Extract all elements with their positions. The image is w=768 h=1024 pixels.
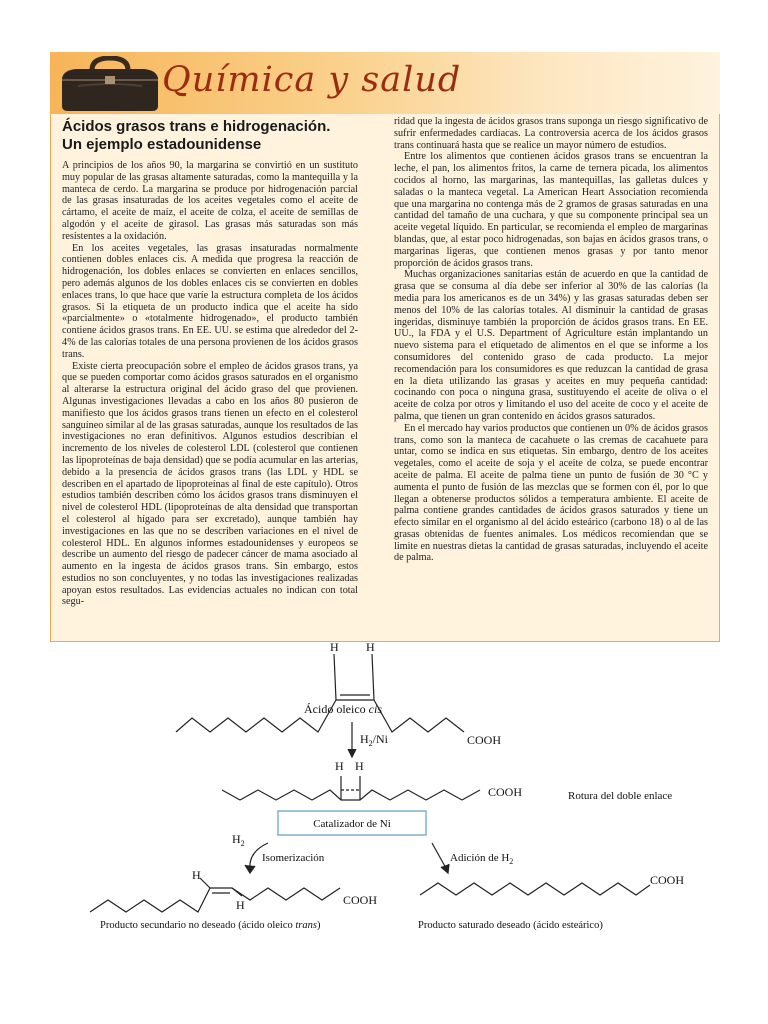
paragraph: Muchas organizaciones sanitarias están de acuerdo en que la cantidad de grasa que se consuma al día debe ser inferior al 30% de las calorías (la media para los americanos es de un 34%) y las grasas saturadas deben ser menos del 10% de las calorías totales. Al disminuir la cantidad de grasas ingeridas, disminuye también la proporción de ácidos grasos trans. En EE. UU., la FDA y el U.S. Department of Agriculture están implantando un nuevo sistema para el etiquetado de alimentos en el que se informe a los consumidores del contenido graso de cada producto. La mejor recomendación para los consumidores es que reduzcan la cantidad de grasa en la dieta utilizando las grasas y aceites en muy pequeña cantidad: cocinando con poca o ninguna grasa, sustituyendo el aceite de oliva o el aceite de colza por otros y limitando el uso del aceite de coco y el aceite de palma, que tienen un gran contenido en ácidos grasos saturados.: [394, 269, 708, 422]
byproduct-caption: Producto secundario no deseado (ácido oleico trans): [100, 920, 321, 931]
paragraph: ridad que la ingesta de ácidos grasos trans suponga un riesgo significativo de sufrir enfermedades cardíacas. La controversia acerca de los ácidos grasos trans continuará hasta que se realice un mayor número de estudios.: [394, 116, 708, 151]
trans-oleic-chain: [90, 888, 340, 912]
reagent-label: $H_2/Ni$: [360, 732, 389, 748]
label-h: H: [355, 759, 364, 773]
label-h: H: [192, 868, 201, 882]
paragraph: En los aceites vegetales, las grasas insaturadas normalmente contienen dobles enlaces cis. A medida que progresa la reacción de hidrogenación, los dobles enlaces se convierten en enlaces sencillos, pero además algunos de los dobles enlaces cis se convierten en dobles enlaces trans, lo que hace que varíe la estructura completa de los ácidos grasos. Si la etiqueta de un producto indica que el aceite ha sido «parcialmente» o «totalmente hidrogenado», el producto también contiene ácidos grasos trans. En EE. UU. se estima que alrededor del 2-4% de las calorías totales de una persona provienen de los ácidos grasos trans.: [62, 242, 358, 360]
catalyst-label: Catalizador de Ni: [313, 818, 391, 830]
label-h: H: [335, 759, 344, 773]
h2-label: $H_2$: [232, 832, 245, 848]
article-title-line1: Ácidos grasos trans e hidrogenación.: [62, 118, 331, 135]
isomerization-label: Isomerización: [262, 852, 325, 864]
article-title-line2: Un ejemplo estadounidense: [62, 136, 262, 153]
column-right: [394, 116, 708, 564]
stearic-chain: [420, 883, 650, 895]
paragraph: Entre los alimentos que contienen ácidos grasos trans se encuentran la leche, el pan, los alimentos fritos, la carne de ternera picada, los alimentos cocidos al horno, las margarinas, las mantequillas, las galletas dulces y saladas o la manteca vegetal. La American Heart Association recomienda que una margarina no contenga más de 2 gramos de grasas saturadas en una cantidad del tamaño de una cuchara, y que su componente principal sea un aceite vegetal líquido. En particular, se recomienda el empleo de margarinas blandas, que, al estar poco hidrogenadas, son bajas en ácidos grasos trans, o margarinas ligeras, que contienen menos grasas y por tanto menor proporción de ácidos grasos trans.: [394, 151, 708, 269]
medical-bag-icon: [58, 56, 162, 112]
label-cooh: COOH: [343, 893, 378, 907]
addition-label: Adición de $H_2$: [450, 852, 514, 866]
label-h: H: [330, 640, 339, 654]
column-left: [62, 118, 358, 608]
label-h: H: [236, 898, 245, 912]
adsorbed-chain: [222, 790, 480, 800]
label-h: H: [366, 640, 375, 654]
desired-product-caption: Producto saturado deseado (ácido esteárico): [418, 920, 603, 931]
oleic-cis-right-chain: [374, 700, 464, 732]
label-cooh: COOH: [467, 733, 502, 747]
oleic-cis-label: Ácido oleico cis: [304, 702, 382, 716]
hydrogenation-diagram: [0, 640, 768, 1024]
paragraph: Existe cierta preocupación sobre el empleo de ácidos grasos trans, ya que se pueden comportar como ácidos grasos saturados en el organismo al alterarse la estructura original del ácido graso del que provienen. Algunas investigaciones llevadas a cabo en los años 80 pusieron de manifiesto que los ácidos grasos trans tienen un efecto en el colesterol sanguíneo similar al de las grasas saturadas, aunque los resultados de las investigaciones no eran definitivos. Algunos estudios describían el incremento de los niveles de colesterol LDL (colesterol que contienen las lipoproteínas de baja densidad) que se podía acumular en las arterias, debido a la presencia de ácidos grasos trans (las LDL y HDL se describen en el apartado de lipoproteínas al final de este capítulo). Otros estudios también describen cómo los ácidos grasos trans disminuyen el nivel de colesterol HDL (lipoproteínas de alta densidad que transportan el colesterol al hígado para ser excretado), aunque también hay investigaciones en las que no se describen variaciones en el nivel de colesterol HDL. En algunos informes estadounidenses y europeos se describe un aumento del riesgo de padecer cáncer de mama asociado al aumento en la ingesta de ácidos grasos trans. Sin embargo, estos estudios no son concluyentes, y no todas las investigaciones realizadas apoyan estos resultados. Las evidencias actuales no indican con total segu-: [62, 360, 358, 608]
article-title: [62, 118, 358, 154]
paragraph: A principios de los años 90, la margarina se convirtió en un sustituto muy popular de las grasas altamente saturadas, como la mantequilla y la manteca de cerdo. La margarina se produce por hidrogenación parcial de las grasas insaturadas de los aceites vegetales como el aceite de cártamo, el aceite de maíz, el aceite de colza, el aceite de semillas de algodón y el aceite de girasol. Las grasas más saturadas son más resistentes a la oxidación.: [62, 160, 358, 242]
label-cooh: COOH: [650, 873, 685, 887]
banner-title: Química y salud: [162, 60, 462, 100]
paragraph: En el mercado hay varios productos que contienen un 0% de ácidos grasos trans, como son la manteca de cacahuete o las cremas de cacahuete para untar, como se indica en sus etiquetas. Sin embargo, dentro de los aceites vegetales, como el aceite de soja y el aceite de colza, se puede encontrar aceite de palma. El aceite de palma tiene un punto de fusión de 30 °C y aumenta el punto de fusión de las mezclas que se formen con él, por lo que llegan a obtenerse productos sólidos a temperatura ambiente. El aceite de palma contiene grandes cantidades de ácidos grasos saturados y tiene un efecto similar en el organismo al del ácido esteárico (carbono 18) o al de las grasas obtenidas de fuentes animales. Los médicos recomiendan que se limite en nuestras dietas la cantidad de grasas saturadas, incluyendo el aceite de palma.: [394, 422, 708, 564]
label-cooh: COOH: [488, 785, 523, 799]
bond-break-label: Rotura del doble enlace: [568, 790, 673, 802]
